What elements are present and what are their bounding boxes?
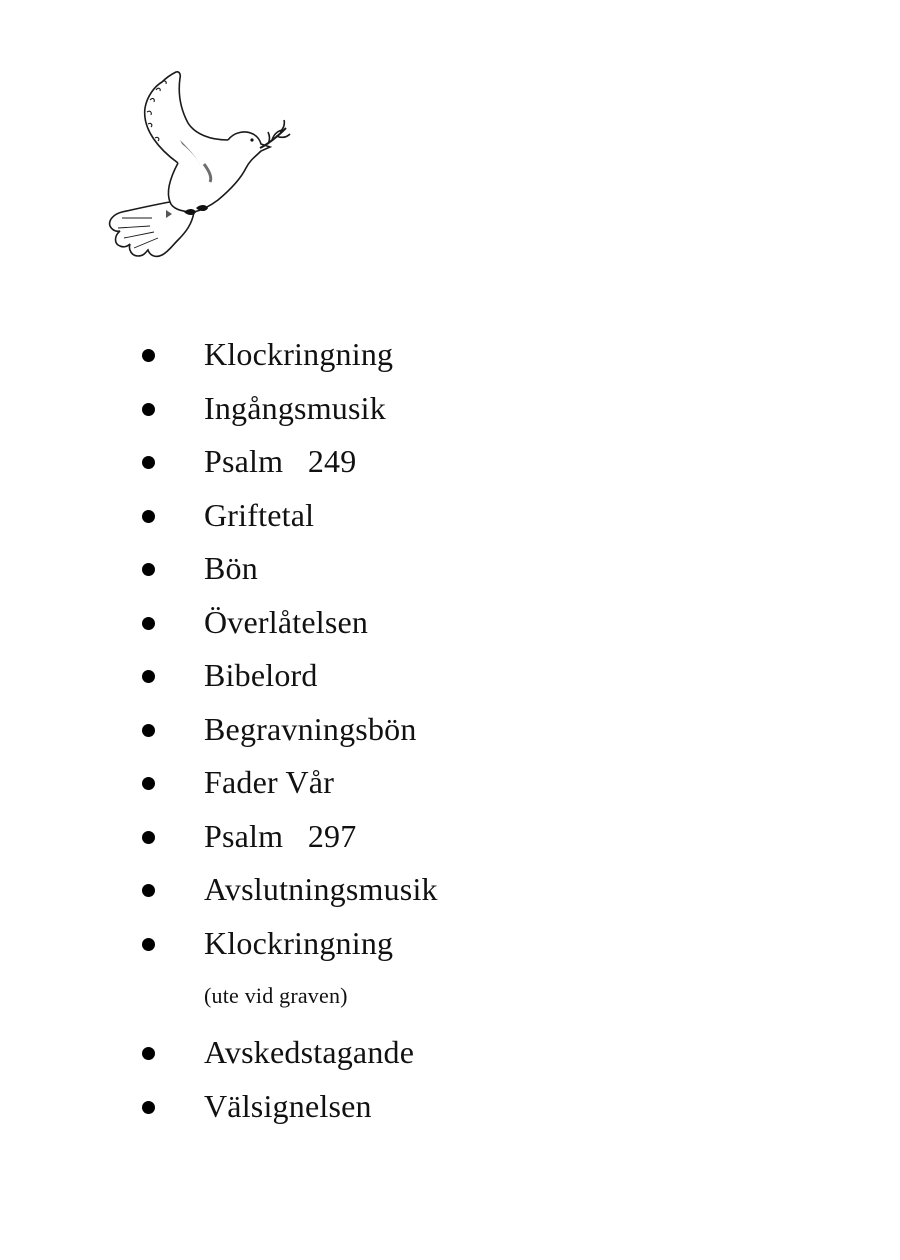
bullet-icon [142,884,155,897]
bullet-icon [142,456,155,469]
note-text: (ute vid graven) [204,983,348,1008]
bullet-icon [142,724,155,737]
list-item-label: Klockringning [204,336,394,372]
list-item-label: Begravningsbön [204,710,417,747]
list-item-label: Fader Vår [204,764,335,800]
bullet-icon [142,563,155,576]
dove-with-olive-branch-icon [100,68,300,263]
bullet-icon [142,1101,155,1114]
bullet-icon [142,1047,155,1060]
list-item-label: Psalm 249 [204,443,357,479]
bullet-icon [142,777,155,790]
bullet-icon [142,403,155,416]
list-item-label: Bön [204,550,258,586]
list-item-label: Avskedstagande [204,1034,415,1070]
list-item-label: Avslutningsmusik [204,871,438,907]
bullet-icon [142,617,155,630]
bullet-icon [142,349,155,362]
list-item-label: Överlåtelsen [204,603,369,640]
list-item-label: Griftetal [204,496,315,533]
bullet-icon [142,831,155,844]
list-item-label: Psalm 297 [204,817,357,854]
bullet-icon [142,670,155,683]
list-item-label: Bibelord [204,657,318,693]
bullet-icon [142,938,155,951]
list-item-label: Ingångsmusik [204,389,386,426]
list-item-label: Välsignelsen [204,1087,372,1124]
list-item-label: Klockringning [204,924,394,961]
bullet-icon [142,510,155,523]
